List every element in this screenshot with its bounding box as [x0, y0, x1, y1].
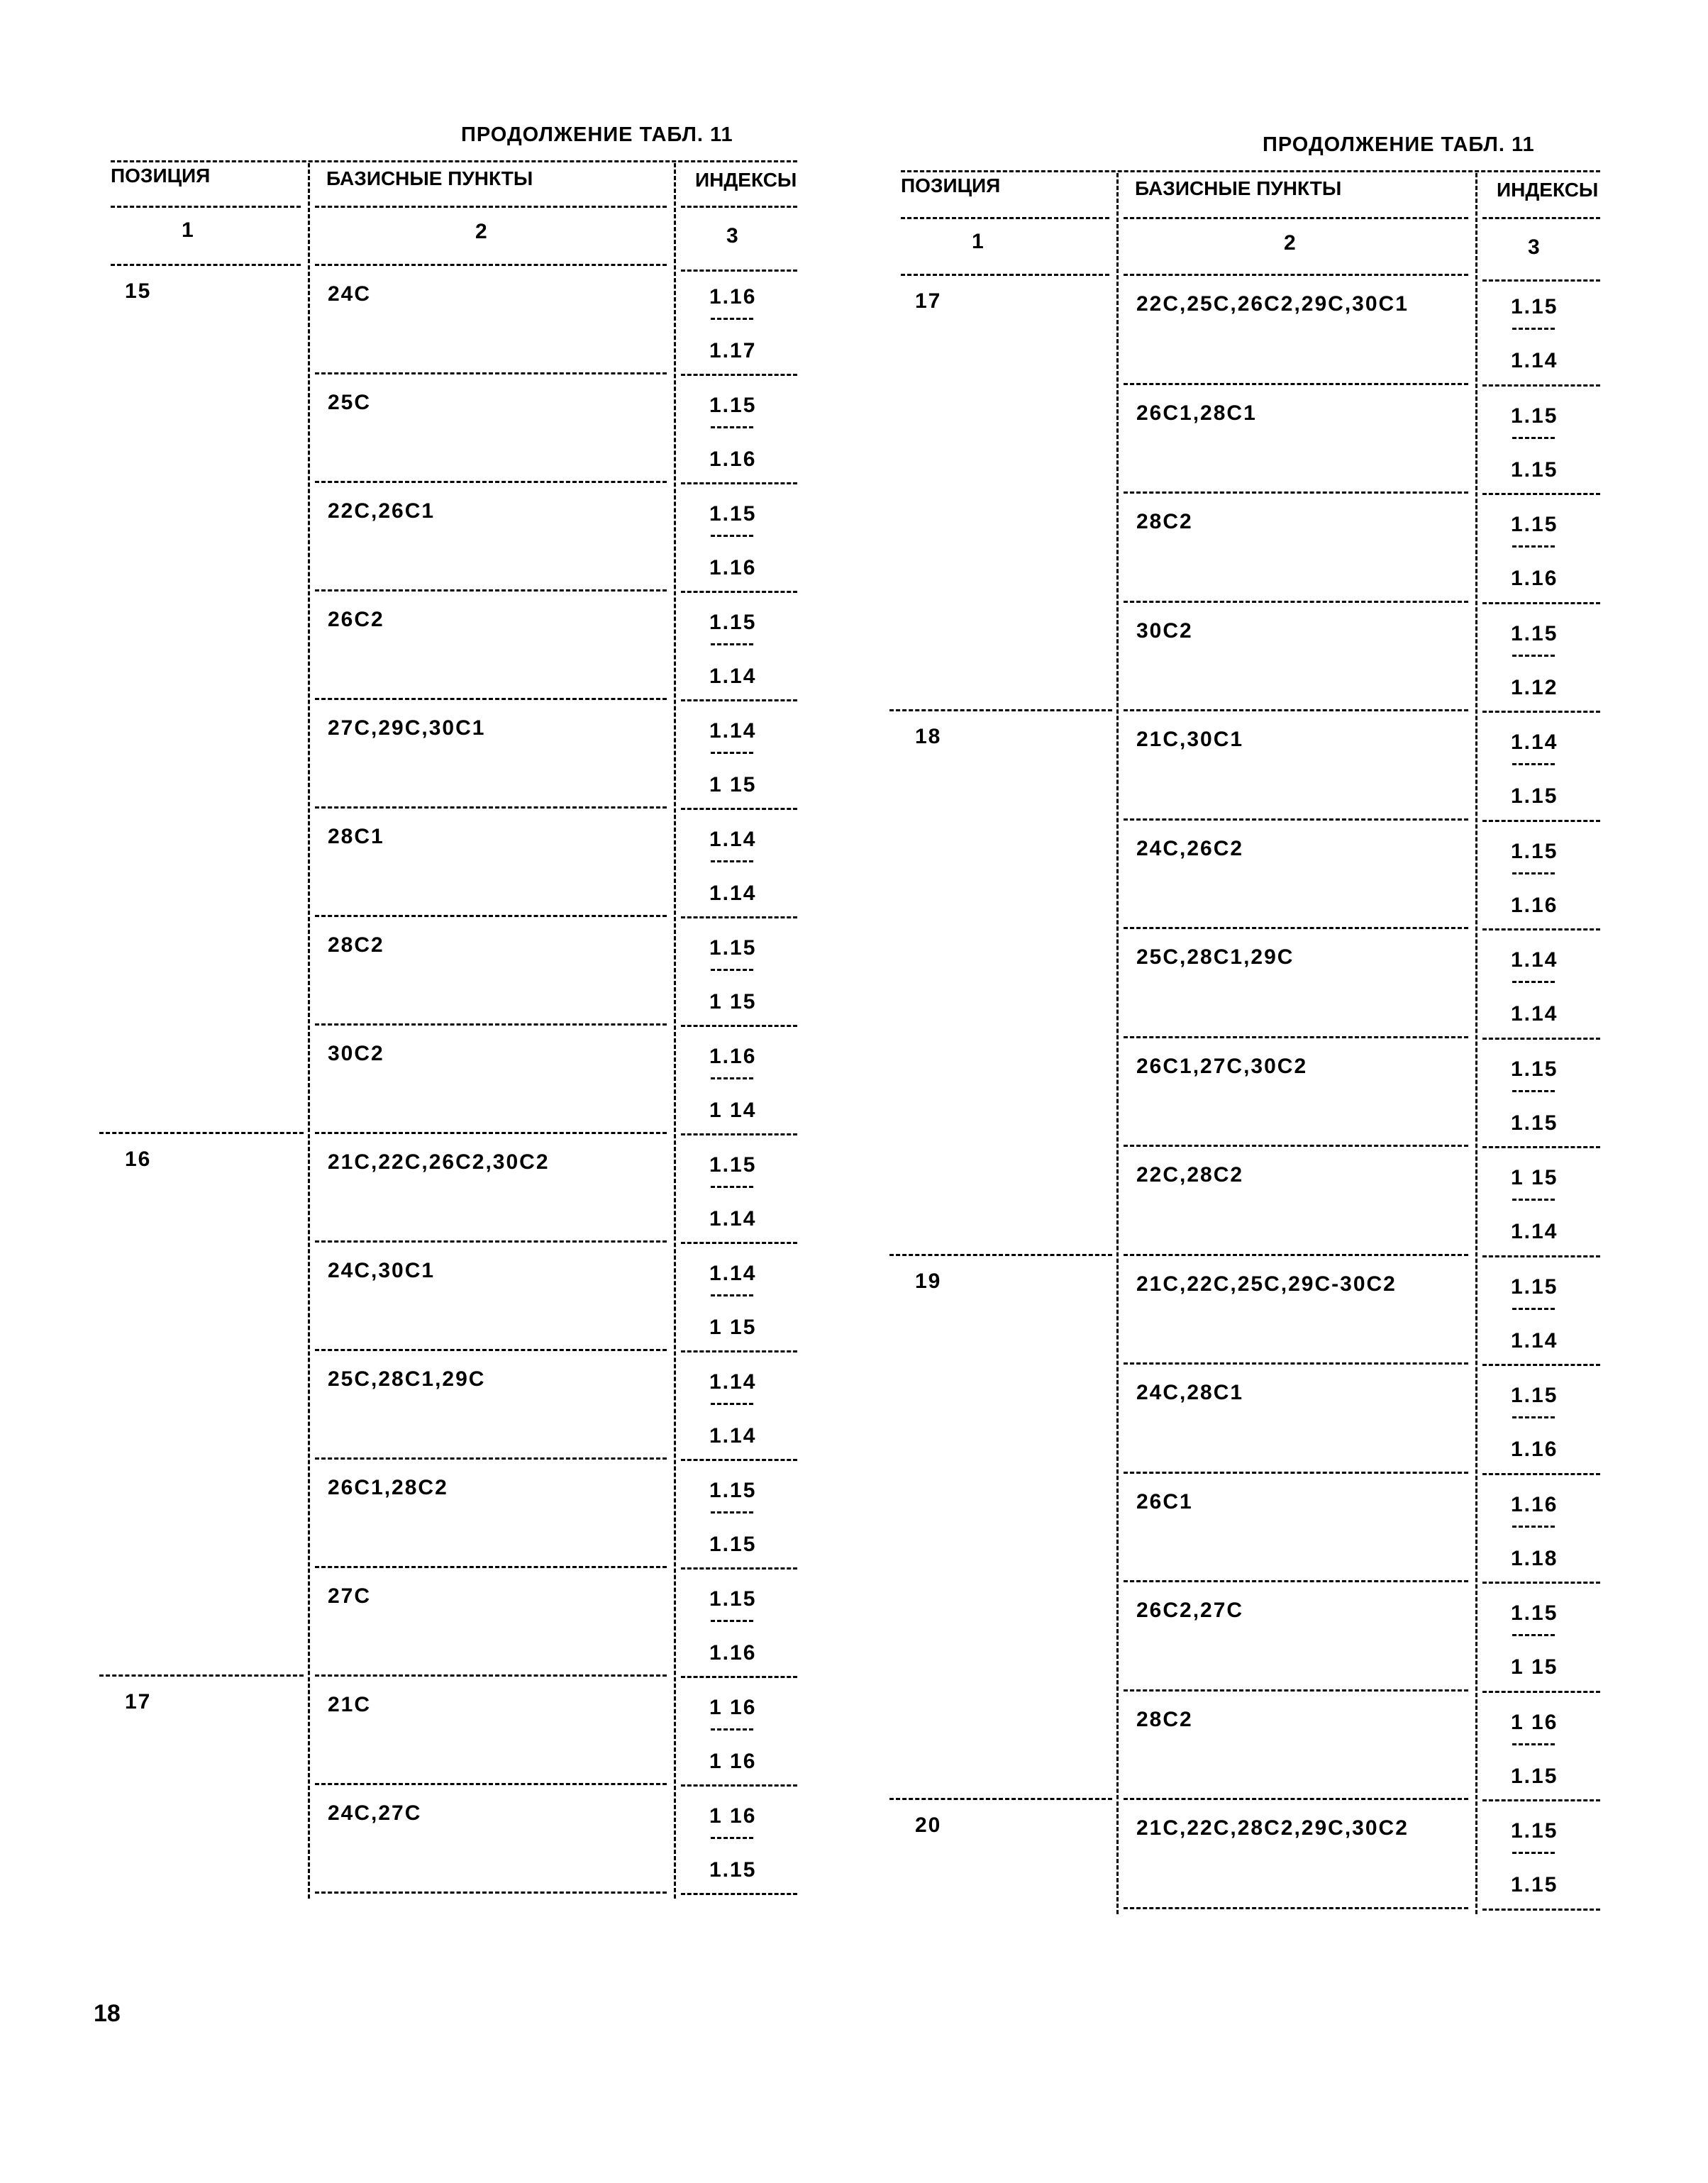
- row-rule: [1482, 1582, 1600, 1584]
- row-rule: [681, 1567, 797, 1570]
- row-rule: [315, 1566, 667, 1568]
- row-rule: [681, 916, 797, 918]
- row-rule: [315, 1349, 667, 1351]
- fraction-bar: [711, 1511, 753, 1513]
- row-rule: [315, 698, 667, 700]
- row-rule: [681, 808, 797, 810]
- index-numerator: 1.15: [1511, 621, 1558, 645]
- row-rule: [681, 1025, 797, 1027]
- index-denominator: 1.15: [709, 1533, 757, 1556]
- base-points-cell: 21C,22C,28C2,29C,30C2: [1136, 1816, 1409, 1840]
- row-rule: [1124, 1145, 1468, 1147]
- index-numerator: 1.15: [1511, 1819, 1558, 1843]
- base-points-cell: 26C1,28C2: [328, 1476, 448, 1499]
- index-denominator: 1.14: [709, 1207, 757, 1231]
- index-numerator: 1.15: [1511, 1384, 1558, 1407]
- fraction-bar: [1512, 1416, 1555, 1418]
- fraction-bar: [711, 1186, 753, 1188]
- base-points-cell: 30C2: [328, 1042, 384, 1065]
- fraction-bar: [1512, 1634, 1555, 1636]
- fraction-bar: [711, 860, 753, 862]
- index-numerator: 1.15: [1511, 513, 1558, 536]
- fraction-bar: [1512, 328, 1555, 330]
- index-numerator: 1.15: [709, 394, 757, 417]
- row-rule: [315, 1023, 667, 1026]
- index-numerator: 1 16: [709, 1696, 757, 1719]
- fraction-bar: [711, 1294, 753, 1296]
- row-rule: [1482, 1691, 1600, 1693]
- fraction-bar: [1512, 1743, 1555, 1745]
- fraction-bar: [711, 1077, 753, 1079]
- row-rule: [315, 915, 667, 917]
- row-rule: [1124, 818, 1468, 821]
- index-numerator: 1.15: [1511, 839, 1558, 863]
- row-rule: [315, 1132, 667, 1134]
- row-rule: [315, 806, 667, 809]
- index-numerator: 1.16: [1511, 1492, 1558, 1516]
- base-points-cell: 24C,30C1: [328, 1259, 436, 1282]
- fraction-bar: [711, 1620, 753, 1622]
- base-points-cell: 28C2: [328, 933, 384, 957]
- index-denominator: 1 16: [709, 1750, 757, 1773]
- index-numerator: 1 16: [709, 1804, 757, 1828]
- index-numerator: 1.14: [709, 828, 757, 851]
- fraction-bar: [1512, 763, 1555, 765]
- column-header-position: ПОЗИЦИЯ: [111, 165, 211, 187]
- fraction-bar: [1512, 1199, 1555, 1201]
- column-separator: [308, 163, 310, 1899]
- base-points-cell: 26C1,27C,30C2: [1136, 1054, 1308, 1078]
- row-rule: [315, 589, 667, 591]
- column-header-base-points: БАЗИСНЫЕ ПУНКТЫ: [1135, 177, 1342, 199]
- row-rule: [1482, 1909, 1600, 1911]
- row-rule: [1482, 711, 1600, 713]
- position-number: 17: [125, 1690, 152, 1713]
- row-rule: [315, 1674, 667, 1677]
- base-points-cell: 26C2: [328, 608, 384, 631]
- fraction-bar: [711, 1728, 753, 1731]
- base-points-cell: 25C: [328, 391, 372, 414]
- index-numerator: 1 15: [1511, 1166, 1558, 1189]
- row-rule: [1124, 1689, 1468, 1692]
- row-rule: [1482, 1038, 1600, 1040]
- table-caption: ПРОДОЛЖЕНИЕ ТАБЛ. 11: [1263, 133, 1535, 156]
- row-rule: [1482, 820, 1600, 822]
- position-number: 16: [125, 1148, 152, 1171]
- index-denominator: 1.17: [709, 339, 757, 362]
- column-number: 3: [726, 224, 740, 248]
- index-numerator: 1.14: [709, 1370, 757, 1394]
- column-header-indices: ИНДЕКСЫ: [1497, 179, 1599, 201]
- row-rule: [1124, 1362, 1468, 1365]
- base-points-cell: 28C1: [328, 825, 384, 848]
- base-points-cell: 21C,30C1: [1136, 728, 1244, 751]
- index-numerator: 1.14: [709, 719, 757, 743]
- position-number: 15: [125, 279, 152, 303]
- row-rule: [1124, 1036, 1468, 1038]
- row-rule: [1124, 1580, 1468, 1582]
- index-denominator: 1.16: [1511, 893, 1558, 917]
- base-points-cell: 25C,28C1,29C: [1136, 945, 1294, 969]
- index-numerator: 1.16: [709, 285, 757, 309]
- index-denominator: 1.15: [1511, 1764, 1558, 1788]
- index-numerator: 1.15: [1511, 295, 1558, 318]
- header-mid-rule: [315, 206, 667, 208]
- row-rule: [1482, 1364, 1600, 1366]
- column-number: 1: [182, 218, 195, 242]
- fraction-bar: [711, 643, 753, 645]
- fraction-bar: [711, 535, 753, 537]
- base-points-cell: 24C,27C: [328, 1801, 422, 1825]
- header-top-rule: [111, 160, 797, 162]
- row-rule: [1124, 1907, 1468, 1909]
- index-numerator: 1.15: [709, 611, 757, 634]
- row-rule: [681, 374, 797, 376]
- header-bottom-rule: [1124, 274, 1468, 276]
- base-points-cell: 27C,29C,30C1: [328, 716, 486, 740]
- position-group-rule: [889, 709, 1112, 711]
- column-number: 1: [972, 230, 985, 253]
- base-points-cell: 30C2: [1136, 618, 1193, 643]
- base-points-cell: 26C1,28C1: [1136, 401, 1257, 425]
- row-rule: [1482, 1146, 1600, 1148]
- index-denominator: 1.16: [709, 556, 757, 579]
- index-numerator: 1.15: [1511, 1057, 1558, 1081]
- base-points-cell: 22C,25C,26C2,29C,30C1: [1136, 292, 1409, 316]
- page-number: 18: [94, 2000, 121, 2027]
- index-denominator: 1.15: [1511, 1111, 1558, 1135]
- row-rule: [1482, 928, 1600, 931]
- fraction-bar: [711, 1837, 753, 1839]
- index-numerator: 1.15: [709, 1153, 757, 1177]
- fraction-bar: [1512, 1090, 1555, 1092]
- index-numerator: 1.15: [1511, 1601, 1558, 1625]
- column-number: 2: [1284, 231, 1297, 255]
- row-rule: [681, 1133, 797, 1135]
- index-denominator: 1 15: [709, 1316, 757, 1339]
- fraction-bar: [711, 969, 753, 971]
- index-numerator: 1.16: [709, 1045, 757, 1068]
- row-rule: [1482, 1799, 1600, 1801]
- column-number: 3: [1528, 235, 1541, 259]
- base-points-cell: 27C: [328, 1584, 372, 1608]
- index-numerator: 1.15: [709, 502, 757, 526]
- base-points-cell: 21C,22C,26C2,30C2: [328, 1150, 550, 1174]
- row-rule: [1124, 1798, 1468, 1800]
- index-numerator: 1.15: [709, 936, 757, 960]
- index-denominator: 1 15: [709, 773, 757, 796]
- header-bottom-rule: [315, 264, 667, 266]
- index-denominator: 1.15: [1511, 1873, 1558, 1896]
- base-points-cell: 24C,26C2: [1136, 836, 1244, 860]
- position-group-rule: [99, 1132, 304, 1134]
- column-separator: [1116, 173, 1119, 1914]
- base-points-cell: 21C: [328, 1693, 372, 1716]
- row-rule: [1124, 927, 1468, 929]
- row-rule: [315, 1783, 667, 1785]
- index-denominator: 1.16: [709, 1641, 757, 1665]
- row-rule: [1482, 1255, 1600, 1257]
- header-mid-rule: [1124, 217, 1468, 219]
- index-denominator: 1.12: [1511, 675, 1558, 699]
- header-mid-rule: [1482, 217, 1600, 219]
- index-numerator: 1.15: [1511, 404, 1558, 428]
- row-rule: [315, 481, 667, 483]
- fraction-bar: [1512, 437, 1555, 439]
- row-rule: [315, 1240, 667, 1243]
- index-denominator: 1.14: [1511, 1220, 1558, 1243]
- header-mid-rule: [111, 206, 301, 208]
- column-separator: [674, 163, 676, 1899]
- position-number: 18: [915, 725, 942, 748]
- base-points-cell: 24C: [328, 282, 372, 306]
- row-rule: [1124, 1254, 1468, 1256]
- row-rule: [1482, 1473, 1600, 1475]
- row-rule: [681, 482, 797, 484]
- fraction-bar: [1512, 1852, 1555, 1854]
- position-group-rule: [889, 1254, 1112, 1256]
- header-bottom-rule: [1482, 279, 1600, 282]
- base-points-cell: 26C1: [1136, 1489, 1193, 1513]
- header-mid-rule: [901, 217, 1109, 219]
- row-rule: [1482, 493, 1600, 495]
- row-rule: [681, 1242, 797, 1244]
- index-numerator: 1.15: [709, 1479, 757, 1502]
- index-denominator: 1 14: [709, 1099, 757, 1122]
- column-header-position: ПОЗИЦИЯ: [901, 174, 1001, 196]
- index-denominator: 1 15: [709, 990, 757, 1013]
- row-rule: [681, 591, 797, 593]
- index-denominator: 1.15: [1511, 457, 1558, 482]
- position-group-rule: [889, 1798, 1112, 1800]
- header-mid-rule: [681, 206, 797, 208]
- row-rule: [681, 1893, 797, 1895]
- index-denominator: 1.16: [709, 448, 757, 471]
- column-separator: [1475, 173, 1477, 1914]
- index-denominator: 1.16: [1511, 567, 1558, 590]
- position-number: 19: [915, 1269, 942, 1293]
- row-rule: [681, 1350, 797, 1352]
- row-rule: [681, 1459, 797, 1461]
- base-points-cell: 22C,26C1: [328, 499, 436, 523]
- row-rule: [681, 699, 797, 701]
- index-denominator: 1 15: [1511, 1655, 1558, 1679]
- base-points-cell: 25C,28C1,29C: [328, 1367, 486, 1391]
- position-number: 17: [915, 289, 942, 313]
- column-header-indices: ИНДЕКСЫ: [695, 169, 797, 191]
- row-rule: [1124, 601, 1468, 603]
- index-numerator: 1.14: [709, 1262, 757, 1285]
- position-number: 20: [915, 1813, 942, 1837]
- fraction-bar: [1512, 655, 1555, 657]
- base-points-cell: 26C2,27C: [1136, 1599, 1244, 1622]
- row-rule: [1124, 1472, 1468, 1474]
- row-rule: [1124, 709, 1468, 711]
- fraction-bar: [711, 318, 753, 320]
- base-points-cell: 28C2: [1136, 1707, 1193, 1731]
- index-denominator: 1.16: [1511, 1438, 1558, 1461]
- index-denominator: 1.14: [709, 665, 757, 688]
- base-points-cell: 28C2: [1136, 510, 1193, 533]
- row-rule: [681, 1784, 797, 1787]
- header-bottom-rule: [901, 274, 1109, 276]
- index-denominator: 1.14: [709, 1424, 757, 1448]
- row-rule: [315, 1892, 667, 1894]
- index-numerator: 1 16: [1511, 1710, 1558, 1734]
- fraction-bar: [711, 1403, 753, 1405]
- fraction-bar: [711, 426, 753, 428]
- index-denominator: 1.15: [1511, 784, 1558, 808]
- header-bottom-rule: [681, 270, 797, 272]
- base-points-cell: 24C,28C1: [1136, 1381, 1244, 1404]
- index-numerator: 1.15: [709, 1587, 757, 1611]
- index-denominator: 1.18: [1511, 1546, 1558, 1570]
- index-denominator: 1.14: [1511, 349, 1558, 372]
- table-caption: ПРОДОЛЖЕНИЕ ТАБЛ. 11: [461, 123, 733, 146]
- index-numerator: 1.14: [1511, 731, 1558, 754]
- position-group-rule: [99, 1674, 304, 1677]
- index-denominator: 1.14: [1511, 1328, 1558, 1352]
- fraction-bar: [1512, 545, 1555, 548]
- header-bottom-rule: [111, 264, 301, 266]
- fraction-bar: [1512, 1308, 1555, 1310]
- index-denominator: 1.15: [709, 1858, 757, 1882]
- fraction-bar: [711, 752, 753, 754]
- row-rule: [315, 372, 667, 374]
- column-header-base-points: БАЗИСНЫЕ ПУНКТЫ: [326, 167, 533, 189]
- index-numerator: 1.15: [1511, 1274, 1558, 1299]
- index-numerator: 1.14: [1511, 948, 1558, 972]
- row-rule: [1124, 491, 1468, 494]
- base-points-cell: 22C,28C2: [1136, 1163, 1244, 1187]
- column-number: 2: [475, 220, 489, 243]
- row-rule: [1482, 602, 1600, 604]
- row-rule: [1124, 383, 1468, 385]
- fraction-bar: [1512, 1526, 1555, 1528]
- base-points-cell: 21C,22C,25C,29C-30C2: [1136, 1272, 1397, 1296]
- header-top-rule: [901, 170, 1600, 172]
- fraction-bar: [1512, 872, 1555, 874]
- row-rule: [681, 1676, 797, 1678]
- index-denominator: 1.14: [709, 882, 757, 905]
- row-rule: [1482, 384, 1600, 387]
- row-rule: [315, 1457, 667, 1460]
- fraction-bar: [1512, 981, 1555, 983]
- index-denominator: 1.14: [1511, 1002, 1558, 1026]
